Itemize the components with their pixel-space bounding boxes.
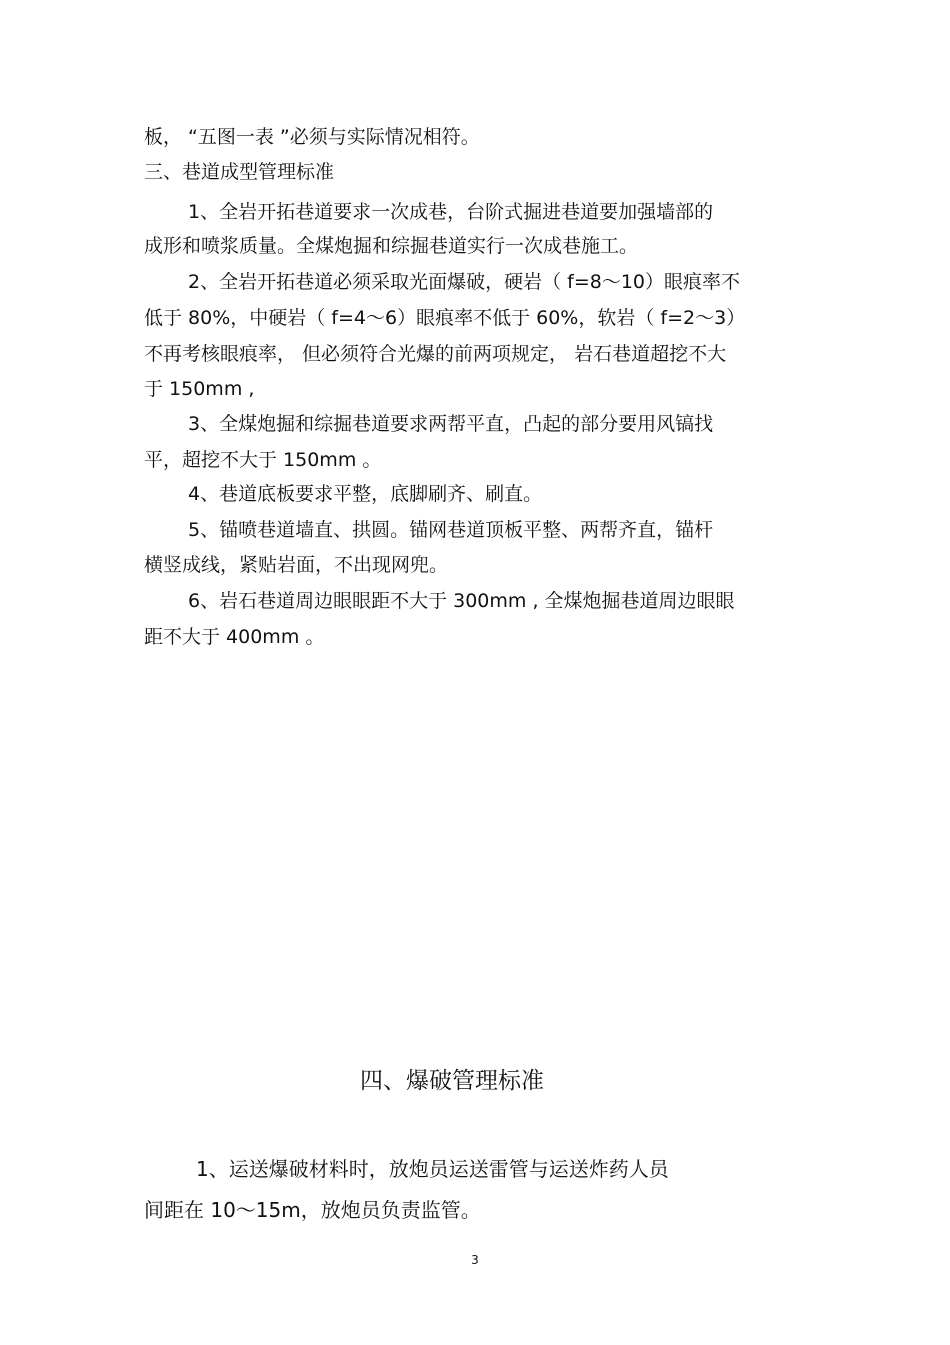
- text-line: 5、锚喷巷道墙直、拱圆。锚网巷道顶板平整、两帮齐直，锚杆: [188, 519, 714, 541]
- text-line: 横竖成线，紧贴岩面，不出现网兜。: [144, 554, 449, 576]
- page-number: 3: [471, 1253, 479, 1267]
- text-line: 不再考核眼痕率， 但必须符合光爆的前两项规定， 岩石巷道超挖不大: [144, 343, 727, 365]
- text-line: 距不大于 400mm 。: [144, 626, 325, 648]
- section-heading-4: 四、爆破管理标准: [360, 1068, 544, 1094]
- text-line: 低于 80%，中硬岩（ f=4～6）眼痕率不低于 60%，软岩（ f=2～3）: [144, 307, 746, 329]
- text-line: 间距在 10～15m，放炮员负责监管。: [144, 1198, 481, 1222]
- text-line: 板， “五图一表 ”必须与实际情况相符。: [144, 126, 480, 148]
- text-line: 平，超挖不大于 150mm 。: [144, 449, 382, 471]
- text-line: 于 150mm ,: [144, 378, 255, 400]
- text-line: 成形和喷浆质量。全煤炮掘和综掘巷道实行一次成巷施工。: [144, 235, 639, 257]
- section-heading-3: 三、巷道成型管理标准: [144, 161, 335, 183]
- text-line: 3、全煤炮掘和综掘巷道要求两帮平直，凸起的部分要用风镐找: [188, 413, 714, 435]
- text-line: 1、运送爆破材料时，放炮员运送雷管与运送炸药人员: [196, 1157, 669, 1181]
- text-line: 6、岩石巷道周边眼眼距不大于 300mm , 全煤炮掘巷道周边眼眼: [188, 590, 735, 612]
- text-line: 1、全岩开拓巷道要求一次成巷，台阶式掘进巷道要加强墙部的: [188, 201, 714, 223]
- text-line: 2、全岩开拓巷道必须采取光面爆破，硬岩（ f=8～10）眼痕率不: [188, 271, 741, 293]
- text-line: 4、巷道底板要求平整，底脚刷齐、刷直。: [188, 483, 543, 505]
